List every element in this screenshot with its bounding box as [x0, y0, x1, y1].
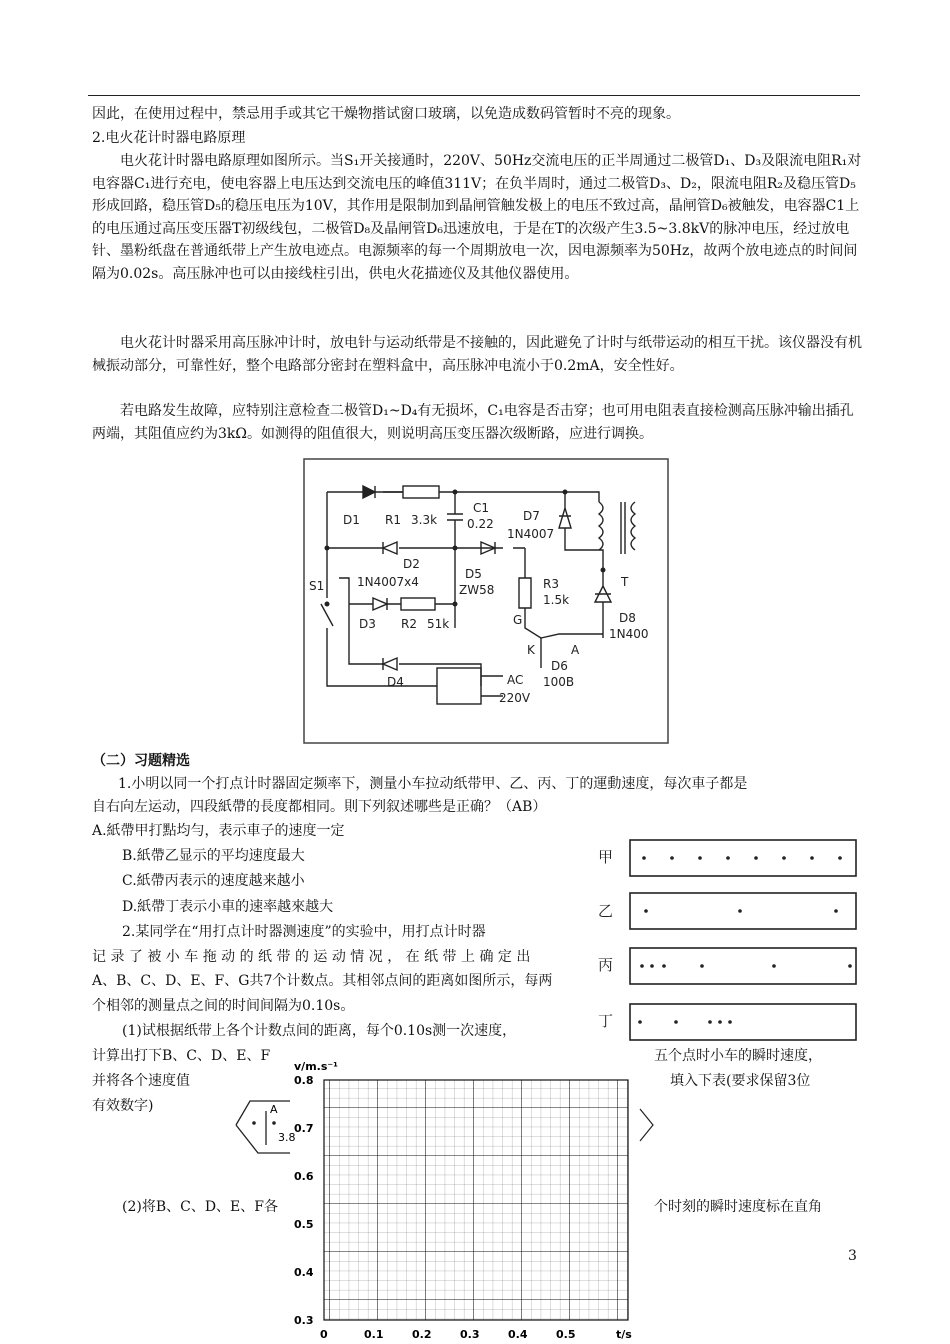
fragment-label-distance: 3.8 — [278, 1131, 296, 1144]
header-rule — [88, 95, 860, 96]
label-d3: D3 — [359, 617, 376, 631]
circuit-diagram — [303, 458, 669, 744]
q2-line3: A、B、C、D、E、F、G共7个计数点。其相邻点间的距离如图所示，每两 — [92, 973, 553, 989]
tape-label-bing: 丙 — [598, 956, 614, 974]
q1-line2: 自右向左运动，四段紙帶的長度都相同。則下列叙述哪些是正确？（AB） — [92, 799, 547, 815]
tape-label-yi: 乙 — [598, 902, 614, 920]
label-s1: S1 — [309, 579, 325, 593]
label-d5-value: ZW58 — [459, 583, 495, 597]
fragment-label-a: A — [270, 1103, 278, 1116]
xtick-0.3: 0.3 — [460, 1328, 480, 1341]
ytick-0.6: 0.6 — [294, 1170, 314, 1183]
label-r2-value: 51k — [427, 617, 450, 631]
tape-label-jia: 甲 — [598, 848, 614, 866]
label-ac-value: 220V — [499, 691, 531, 705]
ytick-0.3: 0.3 — [294, 1314, 314, 1327]
xtick-0.2: 0.2 — [412, 1328, 432, 1341]
q1-option-c: C.紙帶丙表示的速度越来越小 — [122, 873, 305, 889]
tape-jia — [630, 840, 856, 876]
q1-option-a: A.紙帶甲打點均勻，表示車子的速度一定 — [92, 823, 345, 839]
ytick-0.5: 0.5 — [294, 1218, 314, 1231]
section-title: 2.电火花计时器电路原理 — [92, 130, 246, 146]
q2-part1-line1: (1)试根据纸带上各个计数点间的距离，每个0.10s测一次速度， — [122, 1023, 517, 1039]
q2-part2-line1: (2)将B、C、D、E、F各 — [122, 1199, 278, 1215]
xtick-0: 0 — [320, 1328, 328, 1341]
label-g: G — [513, 613, 523, 627]
label-d7-value: 1N4007 — [507, 527, 555, 541]
graph-ylabel: v/m.s⁻¹ — [294, 1060, 338, 1073]
xtick-0.1: 0.1 — [364, 1328, 384, 1341]
q2-line2: 记 录 了 被 小 车 拖 动 的 纸 带 的 运 动 情 况 ， 在 纸 带 上 确 定 出 — [92, 949, 531, 965]
label-d6: D6 — [551, 659, 568, 673]
q2-part1-line3b: 填入下表(要求保留3位 — [670, 1073, 811, 1089]
ytick-0.4: 0.4 — [294, 1266, 314, 1279]
xtick-0.5: 0.5 — [556, 1328, 576, 1341]
label-r1: R1 — [385, 513, 401, 527]
label-k: K — [527, 643, 535, 657]
xtick-0.4: 0.4 — [508, 1328, 528, 1341]
tape-label-ding: 丁 — [598, 1012, 614, 1030]
label-c1-value: 0.22 — [467, 517, 494, 531]
paragraph-troubleshoot: 若电路发生故障，应特别注意检查二极管D₁~D₄有无损坏，C₁电容是否击穿；也可用电阻表直接检测高压脉冲输出插孔两端，其阻值应约为3kΩ。如测得的阻值很大，则说明高压变压器次级断路，应进行调换。 — [92, 403, 854, 442]
q2-part1-line4: 有效数字) — [92, 1098, 154, 1114]
label-d4: D4 — [387, 675, 404, 689]
q2-part1-line2b: 五个点时小车的瞬时速度， — [654, 1048, 822, 1064]
label-d5: D5 — [465, 567, 482, 581]
q2-line1: 2.某同学在“用打点计时器测速度”的实验中，用打点计时器 — [122, 924, 486, 940]
q2-part1-line2: 计算出打下B、C、D、E、F — [92, 1048, 271, 1064]
page-number: 3 — [848, 1248, 857, 1264]
label-d7: D7 — [523, 509, 540, 523]
paragraph-pulse-timing: 电火花计时器采用高压脉冲计时，放电针与运动纸带是不接触的，因此避免了计时与纸带运动的相互干扰。该仪器没有机械振动部分，可靠性好，整个电路部分密封在塑料盒中，高压脉冲电流小于0.2mA，安全性好。 — [92, 335, 862, 374]
paper-tapes-figure — [590, 836, 860, 1046]
label-ac: AC — [507, 673, 524, 687]
tape-yi — [630, 893, 856, 929]
label-d8: D8 — [619, 611, 636, 625]
label-a: A — [571, 643, 580, 657]
label-t: T — [621, 575, 629, 589]
label-r3: R3 — [543, 577, 559, 591]
label-d6-value: 100B — [543, 675, 575, 689]
intro-paragraph: 因此，在使用过程中，禁忌用手或其它干燥物揩试窗口玻璃，以免造成数码管暂时不亮的现象。 — [92, 106, 680, 122]
q2-part2-line1b: 个时刻的瞬时速度标在直角 — [654, 1199, 822, 1215]
q1-option-b: B.紙帶乙显示的平均速度最大 — [122, 848, 305, 864]
label-d8-value: 1N400 — [609, 627, 649, 641]
ytick-0.8: 0.8 — [294, 1074, 314, 1087]
q2-line4: 个相邻的测量点之间的时间间隔为0.10s。 — [92, 998, 355, 1014]
graph-xlabel: t/s — [616, 1328, 632, 1341]
tape-ding — [630, 1004, 856, 1040]
exercise-heading: （二）习题精选 — [92, 753, 190, 769]
label-c1: C1 — [473, 501, 490, 515]
ytick-0.7: 0.7 — [294, 1122, 314, 1135]
label-d2: D2 — [403, 557, 420, 571]
q1-option-d: D.紙帶丁表示小車的速率越來越大 — [122, 899, 334, 915]
label-r2: R2 — [401, 617, 417, 631]
q1-line1: 1.小明以同一个打点计时器固定频率下，测量小车拉动纸带甲、乙、丙、丁的運動速度，每次車子都是 — [118, 776, 748, 792]
q2-part1-line3: 并将各个速度值 — [92, 1073, 190, 1089]
label-d1: D1 — [343, 513, 360, 527]
label-d2-value: 1N4007x4 — [357, 575, 419, 589]
label-r3-value: 1.5k — [543, 593, 570, 607]
velocity-time-graph — [282, 1060, 642, 1344]
paragraph-circuit-principle: 电火花计时器电路原理如图所示。当S₁开关接通时，220V、50Hz交流电压的正半周通过二极管D₁、D₃及限流电阻R₁对电容器C₁进行充电，使电容器上电压达到交流电压的峰值311V；在负半周时，通过二极管D₃、D₂，限流电阻R₂及稳压管D₅形成回路，稳压管D₅的稳压电压为10V，其作用是限制加到晶闸管触发极上的电压不致过高，晶闸管D₆被触发，电容器C1上的电压通过高压变压器T初级线包，二极管D₈及晶闸管D₆迅速放电，于是在T的次级产生3.5~3.8kV的脉冲电压，经过放电针、墨粉纸盘在普通纸带上产生放电迹点。电源频率的每一个周期放电一次，因电源频率为50Hz，故两个放电迹点的时间间隔为0.02s。高压脉冲也可以由接线柱引出，供电火花描迹仪及其他仪器使用。 — [92, 153, 862, 282]
label-r1-value: 3.3k — [411, 513, 438, 527]
